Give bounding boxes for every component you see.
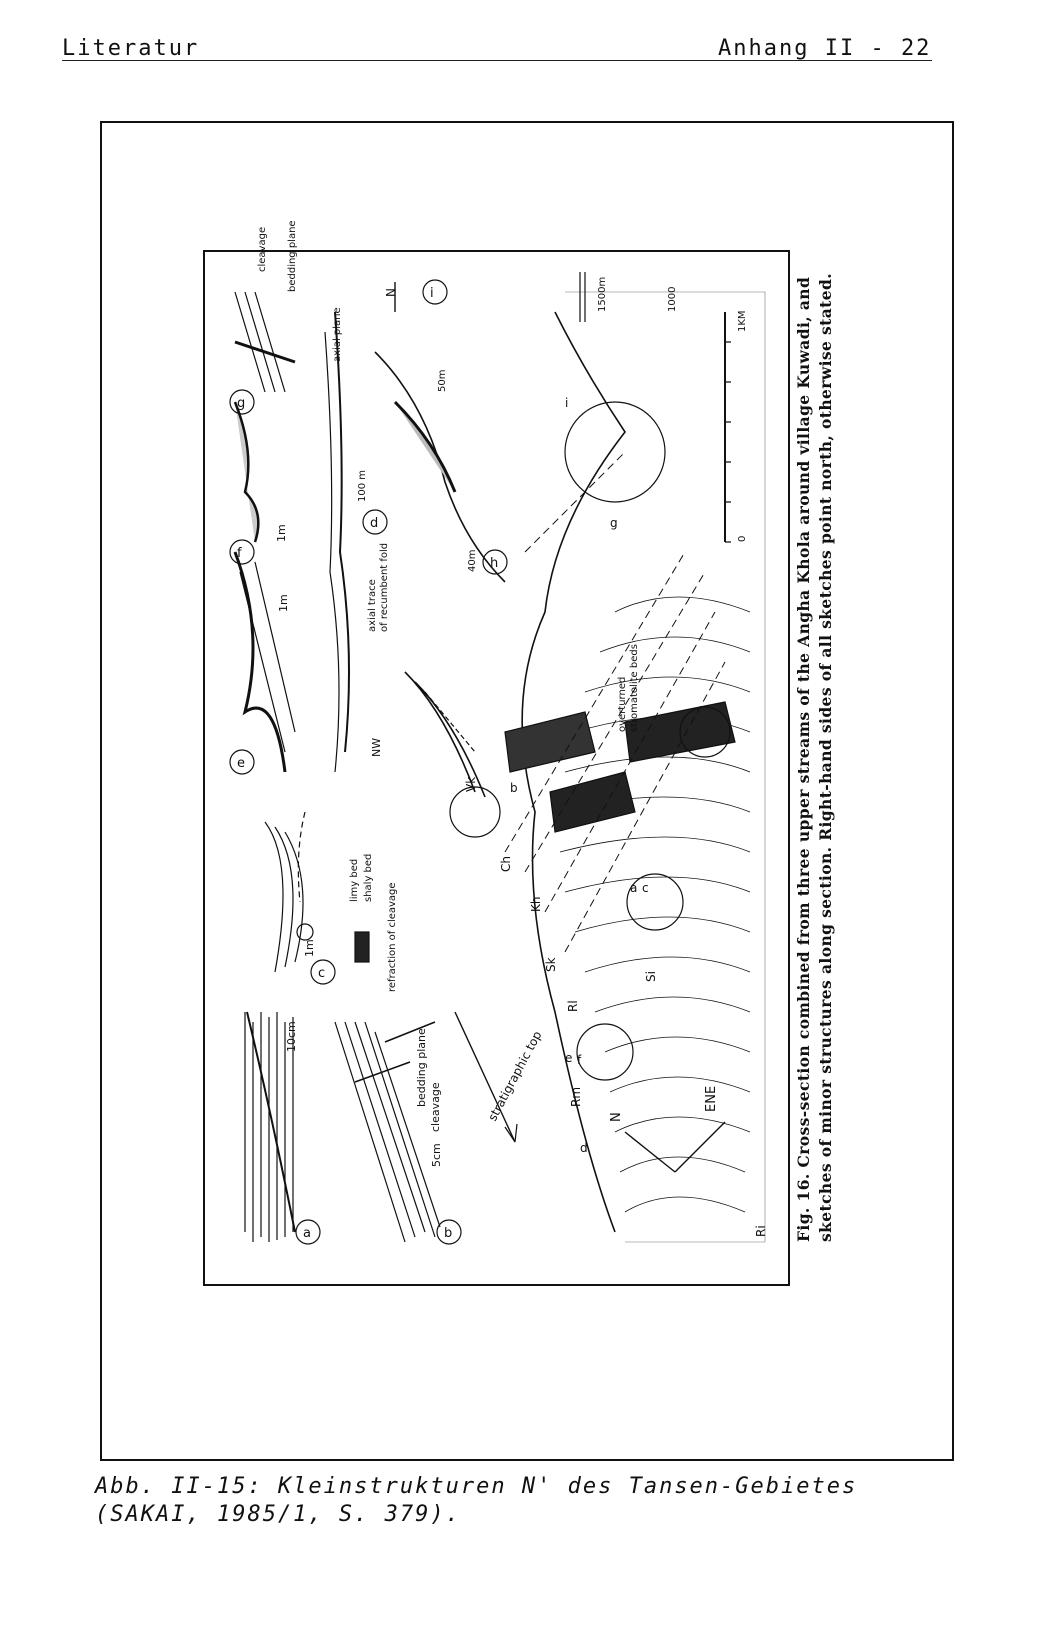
ref-c: c: [642, 881, 649, 895]
scale-1km: 1KM: [737, 310, 748, 332]
sketch-g: [230, 220, 298, 414]
scale-10cm: 10cm: [285, 1021, 298, 1052]
running-header-right: Anhang II - 22: [718, 36, 932, 61]
scale-50m: 50m: [437, 369, 448, 392]
figure-caption-line-2: sketches of minor structures along section. Right-hand sides of all sketches point north, otherwise stated.: [816, 272, 835, 1242]
axial-trace-label: axial trace: [367, 579, 378, 632]
ref-g: g: [610, 516, 618, 530]
ref-a: a: [630, 881, 638, 895]
scale-1m-e: 1m: [277, 594, 290, 612]
sketch-c: [265, 812, 398, 992]
sketch-i-label: i: [430, 286, 434, 301]
unit-rl: Rl: [566, 1000, 580, 1012]
header-rule: [62, 60, 932, 61]
ref-i: i: [565, 396, 569, 410]
elev-1000: 1000: [667, 286, 678, 312]
ref-e: e: [565, 1051, 573, 1065]
nw-label: NW: [370, 737, 383, 757]
ene-arrow-label: ENE: [704, 1085, 719, 1112]
sketch-h: [405, 550, 507, 797]
sketch-e: [230, 552, 295, 774]
figure-caption-line-1: Fig. 16. Cross-section combined from three upper streams of the Angha Khola around village Kuwadi, and: [794, 276, 813, 1242]
cleavage-label-b: cleavage: [429, 1082, 442, 1132]
unit-ch: Ch: [499, 856, 513, 872]
unit-rm: Rm: [569, 1086, 583, 1107]
sketch-h-label: h: [490, 556, 499, 571]
abbildung-caption-line-2: (SAKAI, 1985/1, S. 379).: [95, 1502, 461, 1527]
scale-5cm: 5cm: [430, 1143, 443, 1167]
sketch-b-label: b: [444, 1226, 453, 1241]
cleavage-label-g: cleavage: [257, 226, 268, 272]
sketch-d-label: d: [370, 516, 379, 531]
stratigraphic-top-arrow: [455, 1012, 545, 1142]
running-header-left: Literatur: [62, 36, 200, 61]
sketch-c-label: c: [318, 966, 326, 981]
scale-100m: 100 m: [357, 469, 368, 502]
ref-b-left: b: [510, 781, 518, 795]
unit-kh: Kh: [529, 896, 543, 912]
sketch-d: [325, 282, 398, 772]
stromatolite-label: stromatolite beds: [629, 644, 640, 732]
figure-caption-rotated: [793, 242, 837, 1242]
unit-vk: Vk: [464, 776, 478, 792]
sketch-b: [335, 1022, 461, 1244]
overturned-label: overturned: [617, 676, 628, 732]
stratigraphic-top-label: stratigraphic top: [485, 1028, 545, 1124]
n-arrow-label: N: [609, 1112, 624, 1122]
geological-figure: [205, 220, 788, 1284]
scale-zero: 0: [737, 535, 748, 542]
figure-drawing-panel: [203, 220, 790, 1286]
sketch-f: [230, 402, 288, 564]
unit-ri-bottom: Ri: [754, 1225, 768, 1237]
recumbent-fold-label: of recumbent fold: [379, 542, 390, 632]
sketch-a: [245, 1012, 320, 1244]
sketch-i: [375, 280, 505, 582]
sketch-e-label: e: [237, 756, 245, 771]
scale-1m-f: 1m: [275, 524, 288, 542]
sketch-g-label: g: [237, 396, 246, 411]
direction-arrows: [609, 1086, 725, 1172]
scale-1m-c: 1m: [303, 939, 316, 957]
limy-bed-label: limy bed: [349, 858, 360, 902]
sketch-a-label: a: [303, 1226, 311, 1241]
scale-40m: 40m: [467, 549, 478, 572]
elev-1500: 1500m: [597, 276, 608, 312]
ref-f: f: [577, 1053, 582, 1067]
north-arrow-label: N: [384, 288, 398, 297]
bedding-plane-label-b: bedding plane: [415, 1028, 428, 1107]
abbildung-caption-line-1: Abb. II-15: Kleinstrukturen N' des Tansen-Gebietes: [95, 1474, 858, 1499]
shaly-bed-label: shaly bed: [363, 853, 374, 902]
sketch-f-label: f: [237, 546, 242, 561]
axial-plane-label: axial plane: [332, 307, 343, 362]
unit-sk: Sk: [544, 957, 558, 972]
unit-si: Si: [644, 971, 658, 982]
abbildung-caption: [95, 1473, 857, 1529]
ref-d: d: [580, 1141, 588, 1155]
bedding-plane-label-g: bedding plane: [287, 220, 298, 292]
refraction-label: refraction of cleavage: [387, 882, 398, 992]
